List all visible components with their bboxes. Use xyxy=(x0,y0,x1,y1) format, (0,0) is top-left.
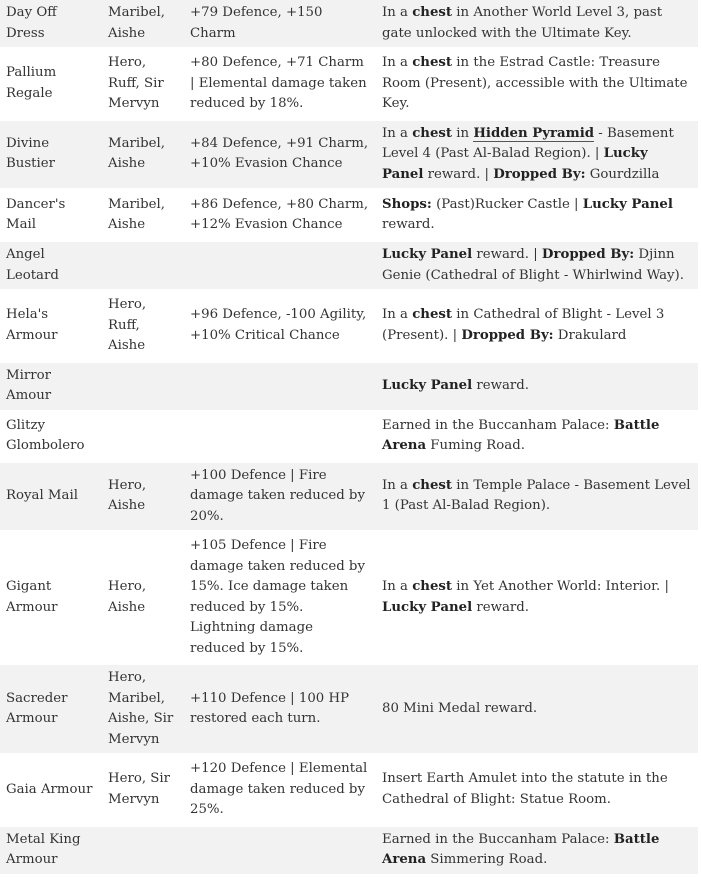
item-stats-cell: +120 Defence | Elemental damage taken reduced by 25%. xyxy=(184,756,376,824)
source-keyword: Lucky Panel xyxy=(382,377,473,393)
source-text: In a xyxy=(382,477,413,493)
item-users-cell: Hero, Ruff, Sir Mervyn xyxy=(102,50,184,118)
source-keyword: chest xyxy=(412,307,453,323)
source-text: reward. | xyxy=(472,247,542,262)
item-source-cell xyxy=(376,533,698,662)
item-users-cell: Maribel, Aishe xyxy=(102,191,184,239)
item-users-cell: Hero, Aishe xyxy=(102,533,184,662)
source-text: in Another World Level 3, past gate unlocked with the Ultimate Key. xyxy=(382,5,663,41)
item-stats-cell xyxy=(184,242,376,289)
table-row xyxy=(0,533,698,662)
source-keyword: chest xyxy=(412,125,453,141)
item-source-cell xyxy=(376,191,698,239)
item-name-cell: Royal Mail xyxy=(0,463,102,531)
item-name-cell: Hela's Armour xyxy=(0,292,102,360)
item-stats-cell xyxy=(184,413,376,460)
item-stats-cell: +96 Defence, -100 Agility, +10% Critical Chance xyxy=(184,292,376,360)
source-text: reward. xyxy=(472,599,529,615)
location-link[interactable]: Hidden Pyramid xyxy=(473,125,595,141)
item-name-cell: Gigant Armour xyxy=(0,533,102,662)
source-text: Djinn Genie (Cathedral of Blight - Whirlwind Way). xyxy=(382,247,684,283)
item-name-cell: Pallium Regale xyxy=(0,50,102,118)
table-row xyxy=(0,292,698,360)
source-text: In a xyxy=(382,125,413,141)
item-source-cell xyxy=(376,242,698,289)
item-users-cell xyxy=(102,827,184,874)
source-text: in Yet Another World: Interior. | xyxy=(452,579,669,594)
table-row xyxy=(0,827,698,874)
item-source-cell xyxy=(376,756,698,824)
item-source-cell xyxy=(376,50,698,118)
item-name-cell: Dancer's Mail xyxy=(0,191,102,239)
item-stats-cell: +86 Defence, +80 Charm, +12% Evasion Chance xyxy=(184,191,376,239)
item-users-cell: Maribel, Aishe xyxy=(102,0,184,47)
item-users-cell: Maribel, Aishe xyxy=(102,121,184,189)
item-stats-cell: +80 Defence, +71 Charm | Elemental damage taken reduced by 18%. xyxy=(184,50,376,118)
item-stats-cell xyxy=(184,363,376,410)
item-source-cell xyxy=(376,292,698,360)
item-users-cell: Hero, Sir Mervyn xyxy=(102,756,184,824)
item-source-cell xyxy=(376,827,698,874)
source-text: Insert Earth Amulet into the statute in the Cathedral of Blight: Statue Room. xyxy=(382,771,668,807)
source-text: Fuming Road. xyxy=(426,438,525,453)
table-row xyxy=(0,413,698,460)
source-text: Drakulard xyxy=(553,327,627,343)
source-keyword: Lucky Panel xyxy=(382,146,648,182)
source-keyword: Dropped By: xyxy=(493,166,586,182)
table-row xyxy=(0,121,698,189)
item-source-cell xyxy=(376,363,698,410)
source-text: in xyxy=(452,125,474,141)
source-keyword: Lucky Panel xyxy=(382,247,473,262)
item-users-cell xyxy=(102,413,184,460)
item-users-cell xyxy=(102,363,184,410)
source-text: in Cathedral of Blight - Level 3 (Present). | xyxy=(382,307,665,343)
source-keyword: chest xyxy=(412,477,453,493)
table-row xyxy=(0,363,698,410)
source-text: reward. xyxy=(472,377,529,393)
item-stats-cell: +79 Defence, +150 Charm xyxy=(184,0,376,47)
table-row xyxy=(0,463,698,531)
item-stats-cell: +105 Defence | Fire damage taken reduced by 15%. Ice damage taken reduced by 15%. Lightning damage reduced by 15%. xyxy=(184,533,376,662)
source-text: - Basement Level 4 (Past Al-Balad Region). | xyxy=(382,125,674,161)
source-text: Earned in the Buccanham Palace: xyxy=(382,831,614,847)
source-text: In a xyxy=(382,5,413,20)
source-text: 80 Mini Medal reward. xyxy=(382,700,538,716)
item-name-cell: Angel Leotard xyxy=(0,242,102,289)
source-keyword: Battle Arena xyxy=(382,831,660,867)
source-text: reward. xyxy=(382,217,435,232)
item-name-cell: Sacreder Armour xyxy=(0,665,102,753)
source-text: in the Estrad Castle: Treasure Room (Present), accessible with the Ultimate Key. xyxy=(382,55,688,111)
table-row xyxy=(0,242,698,289)
item-users-cell xyxy=(102,242,184,289)
item-stats-cell: +84 Defence, +91 Charm, +10% Evasion Chance xyxy=(184,121,376,189)
table-row xyxy=(0,50,698,118)
item-name-cell: Gaia Armour xyxy=(0,756,102,824)
item-source-cell xyxy=(376,665,698,753)
item-source-cell xyxy=(376,413,698,460)
item-users-cell: Hero, Ruff, Aishe xyxy=(102,292,184,360)
source-keyword: Dropped By: xyxy=(541,247,635,262)
source-text: In a xyxy=(382,579,413,594)
source-keyword: Battle Arena xyxy=(382,417,660,453)
source-keyword: Shops: xyxy=(382,196,432,212)
item-users-cell: Hero, Maribel, Aishe, Sir Mervyn xyxy=(102,665,184,753)
item-stats-cell: +110 Defence | 100 HP restored each turn. xyxy=(184,665,376,753)
item-name-cell: Divine Bustier xyxy=(0,121,102,189)
item-stats-cell: +100 Defence | Fire damage taken reduced by 20%. xyxy=(184,463,376,531)
item-name-cell: Mirror Amour xyxy=(0,363,102,410)
source-text: Gourdzilla xyxy=(585,166,660,182)
source-text: in Temple Palace - Basement Level 1 (Past Al-Balad Region). xyxy=(382,477,691,514)
source-keyword: chest xyxy=(412,55,453,70)
item-users-cell: Hero, Aishe xyxy=(102,463,184,531)
item-name-cell: Day Off Dress xyxy=(0,0,102,47)
source-text: Earned in the Buccanham Palace: xyxy=(382,417,614,433)
table-row xyxy=(0,0,698,47)
source-keyword: Lucky Panel xyxy=(382,599,473,615)
table-row xyxy=(0,191,698,239)
table-row xyxy=(0,756,698,824)
item-stats-cell xyxy=(184,827,376,874)
table-row xyxy=(0,665,698,753)
item-name-cell: Metal King Armour xyxy=(0,827,102,874)
source-keyword: Lucky Panel xyxy=(582,196,673,212)
source-text: In a xyxy=(382,55,413,70)
source-keyword: Dropped By: xyxy=(461,327,554,343)
item-source-cell xyxy=(376,463,698,531)
source-keyword: chest xyxy=(412,579,453,594)
item-source-cell xyxy=(376,121,698,189)
source-keyword: chest xyxy=(412,5,453,20)
source-text: In a xyxy=(382,307,413,323)
item-name-cell: Glitzy Glombolero xyxy=(0,413,102,460)
source-text: (Past)Rucker Castle | xyxy=(431,196,583,212)
source-text: Simmering Road. xyxy=(426,852,548,867)
item-source-cell xyxy=(376,0,698,47)
source-text: reward. | xyxy=(423,166,494,182)
